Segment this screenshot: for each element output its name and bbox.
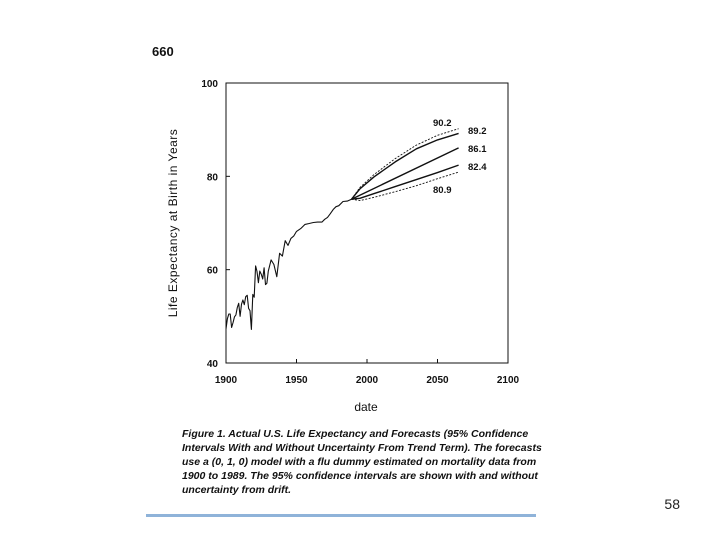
end-label: 90.2	[433, 118, 452, 129]
x-axis-label: date	[354, 400, 378, 414]
end-label: 86.1	[468, 144, 487, 155]
end-label: 82.4	[468, 162, 487, 173]
x-tick-label: 1950	[285, 375, 308, 386]
end-label: 89.2	[468, 126, 487, 137]
series-actual	[226, 199, 352, 329]
y-tick-label: 60	[206, 265, 218, 277]
end-label: 80.9	[433, 185, 452, 196]
plot-frame	[226, 83, 508, 363]
series-group	[226, 129, 459, 330]
y-tick-label: 80	[206, 172, 218, 184]
y-axis-label: Life Expectancy at Birth in Years	[166, 128, 180, 318]
plot-axes	[226, 83, 508, 363]
page-number: 58	[664, 496, 680, 512]
x-tick-label: 2050	[426, 375, 449, 386]
figure-caption: Figure 1. Actual U.S. Life Expectancy and Forecasts (95% Confidence Intervals With and Without Uncertainty From Trend Term). The forecasts use a (0, 1, 0) model with a flu dummy estimated on mortality data from 1900 to 1989. The 95% confidence intervals are shown with and without uncertainty from drift.	[182, 428, 542, 496]
footer-rule	[146, 514, 536, 517]
page-header: 660	[152, 44, 174, 59]
x-tick-label: 2000	[355, 375, 379, 386]
x-tick-label: 2100	[496, 375, 520, 386]
x-tick-label: 1900	[214, 375, 238, 386]
y-tick-label: 100	[201, 79, 218, 90]
y-tick-label: 40	[206, 359, 218, 370]
